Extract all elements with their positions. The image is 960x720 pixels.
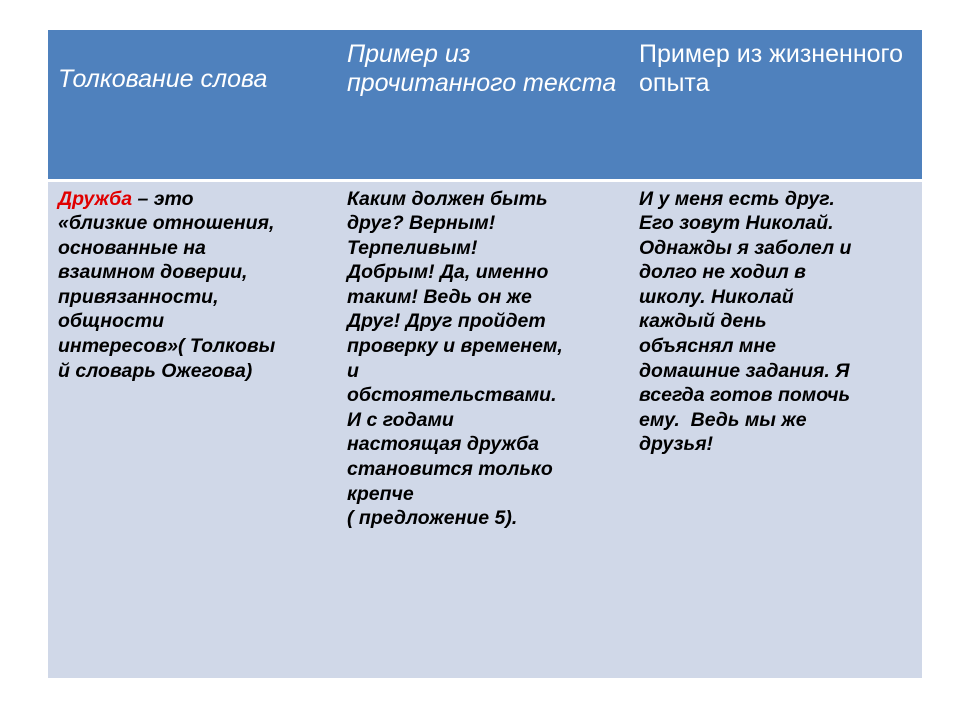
text-example-cell xyxy=(337,180,629,678)
definition-line: интересов»( Толковы xyxy=(58,335,276,358)
text-example-line: таким! Ведь он же xyxy=(347,285,532,308)
life-example-line: долго не ходил в xyxy=(639,261,806,284)
life-example-line: каждый день xyxy=(639,310,767,333)
life-example-line: Однажды я заболел и xyxy=(639,236,852,259)
text-example-line: Каким должен быть xyxy=(347,187,548,210)
definition-cell xyxy=(48,180,337,678)
life-example-line: И у меня есть друг. xyxy=(639,187,835,210)
text-example-line: настоящая дружба xyxy=(347,433,539,456)
definition-line: общности xyxy=(58,310,165,333)
text-example-line: Друг! Друг пройдет xyxy=(347,310,546,333)
definition-term: Дружба xyxy=(58,187,133,210)
text-example-line: проверку и временем, xyxy=(347,335,563,358)
text-example-line: ( предложение 5). xyxy=(347,507,518,530)
definition-line: взаимном доверии, xyxy=(58,261,248,284)
life-example-line: объяснял мне xyxy=(639,335,776,358)
header-life-example: Пример из жизненного опыта xyxy=(629,30,922,180)
life-example-line: школу. Николай xyxy=(639,285,794,308)
text-example-line: обстоятельствами. xyxy=(347,384,557,407)
definition-line: «близкие отношения, xyxy=(58,212,275,235)
life-example-line: ему. Ведь мы же xyxy=(639,408,807,431)
text-example-line: крепче xyxy=(347,482,414,505)
text-example-line: становится только xyxy=(347,458,553,481)
definition-line: й словарь Ожегова) xyxy=(58,359,253,382)
text-example-line: И с годами xyxy=(347,408,454,431)
header-definition: Толкование слова xyxy=(48,30,337,180)
definition-line: – это xyxy=(132,187,194,210)
text-example-line: Терпеливым! xyxy=(347,236,478,259)
text-example-line: Добрым! Да, именно xyxy=(347,261,549,284)
text-example-line: и xyxy=(347,359,359,382)
content-row xyxy=(48,180,922,678)
header-row xyxy=(48,30,922,180)
life-example-line: домашние задания. Я xyxy=(639,359,850,382)
life-example-cell xyxy=(629,180,922,678)
definition-line: основанные на xyxy=(58,236,206,259)
life-example-line: друзья! xyxy=(639,433,714,456)
comparison-table xyxy=(48,30,922,678)
header-text-example: Пример из прочитанного текста xyxy=(337,30,629,180)
life-example-line: Его зовут Николай. xyxy=(639,212,834,235)
definition-first-line xyxy=(58,187,335,212)
definition-line: привязанности, xyxy=(58,285,219,308)
life-example-line: всегда готов помочь xyxy=(639,384,851,407)
text-example-line: друг? Верным! xyxy=(347,212,496,235)
